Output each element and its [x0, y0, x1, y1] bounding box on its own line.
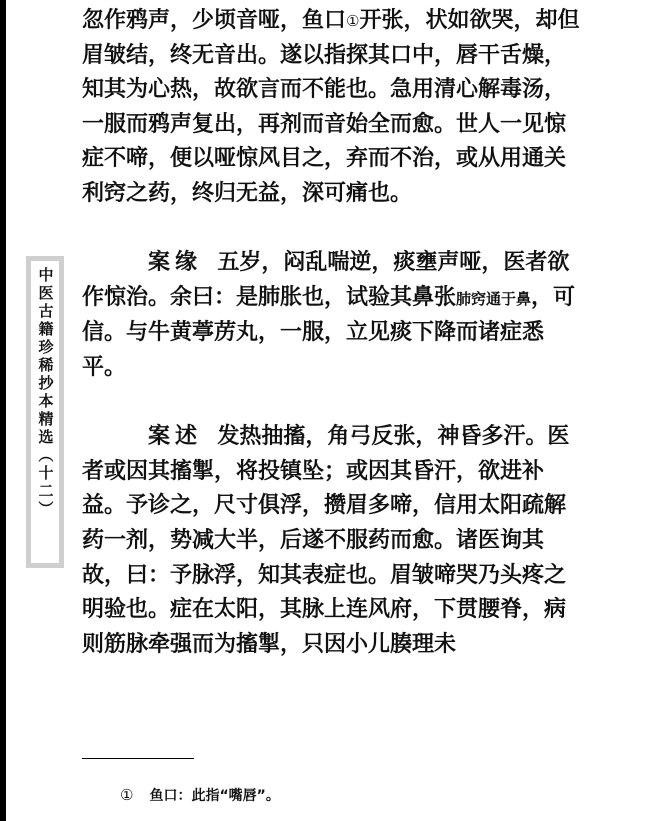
paragraph-gap: [82, 212, 582, 247]
footnote-reference[interactable]: ①: [346, 12, 360, 30]
case-2-paragraph: [82, 420, 582, 662]
main-text: [82, 4, 582, 662]
paragraph-1-part2: 开张，状如欲哭，却但眉皱结，终无音出。遂以指探其口中，唇干舌燥，知其为心热，故欲言而不能也。急用清心解毒汤，一服而鸦声复出，再剂而音始全而愈。世人一见惊症不啼，便以哑惊风目之，弃而不治，或从用通关利窍之药，终归无益，深可痛也。: [82, 8, 580, 206]
page-edge: [0, 0, 6, 821]
paragraph-gap: [82, 386, 582, 421]
footnote-divider: [82, 758, 194, 759]
side-label-box: [26, 256, 64, 568]
footnote-text: 鱼口：此指“嘴唇”。: [149, 788, 280, 804]
footnote-number: ①: [120, 786, 134, 804]
paragraph-1: [82, 4, 582, 212]
paragraph-1-part1: 忽作鸦声，少顷音哑，鱼口: [82, 8, 347, 33]
case-1-small-note: 肺窍通于鼻: [456, 289, 532, 308]
case-1-title: 案缘: [148, 250, 203, 276]
case-2-indent: [82, 424, 148, 449]
case-1-text-part1: 五岁，闷乱喘逆，痰壅声哑，医者欲作惊治。余曰：是肺胀也，试验其鼻张: [82, 250, 570, 310]
book-title-vertical: 中医古籍珍稀抄本精选（十二）: [36, 267, 55, 519]
footnote: [120, 785, 280, 805]
case-1-indent: [82, 250, 148, 275]
case-1-paragraph: [82, 246, 582, 385]
case-2-title: 案述: [148, 424, 203, 450]
side-label-inner: [31, 261, 59, 563]
case-1-text-part2: ，可信。与牛黄葶苈丸，一服，立见痰下降而诸症悉平。: [82, 284, 576, 380]
case-2-text: 发热抽搐，角弓反张，神昏多汗。医者或因其搐掣，将投镇坠；或因其昏汗，欲进补益。予诊之，尺寸俱浮，攒眉多啼，信用太阳疏解药一剂，势减大半，后遂不服药而愈。诸医询其故，曰：予脉浮，知其表症也。眉皱啼哭乃头疼之明验也。症在太阳，其脉上连风府，下贯腰脊，病则筋脉牵强而为搐掣，只因小儿腠理未: [82, 424, 570, 657]
